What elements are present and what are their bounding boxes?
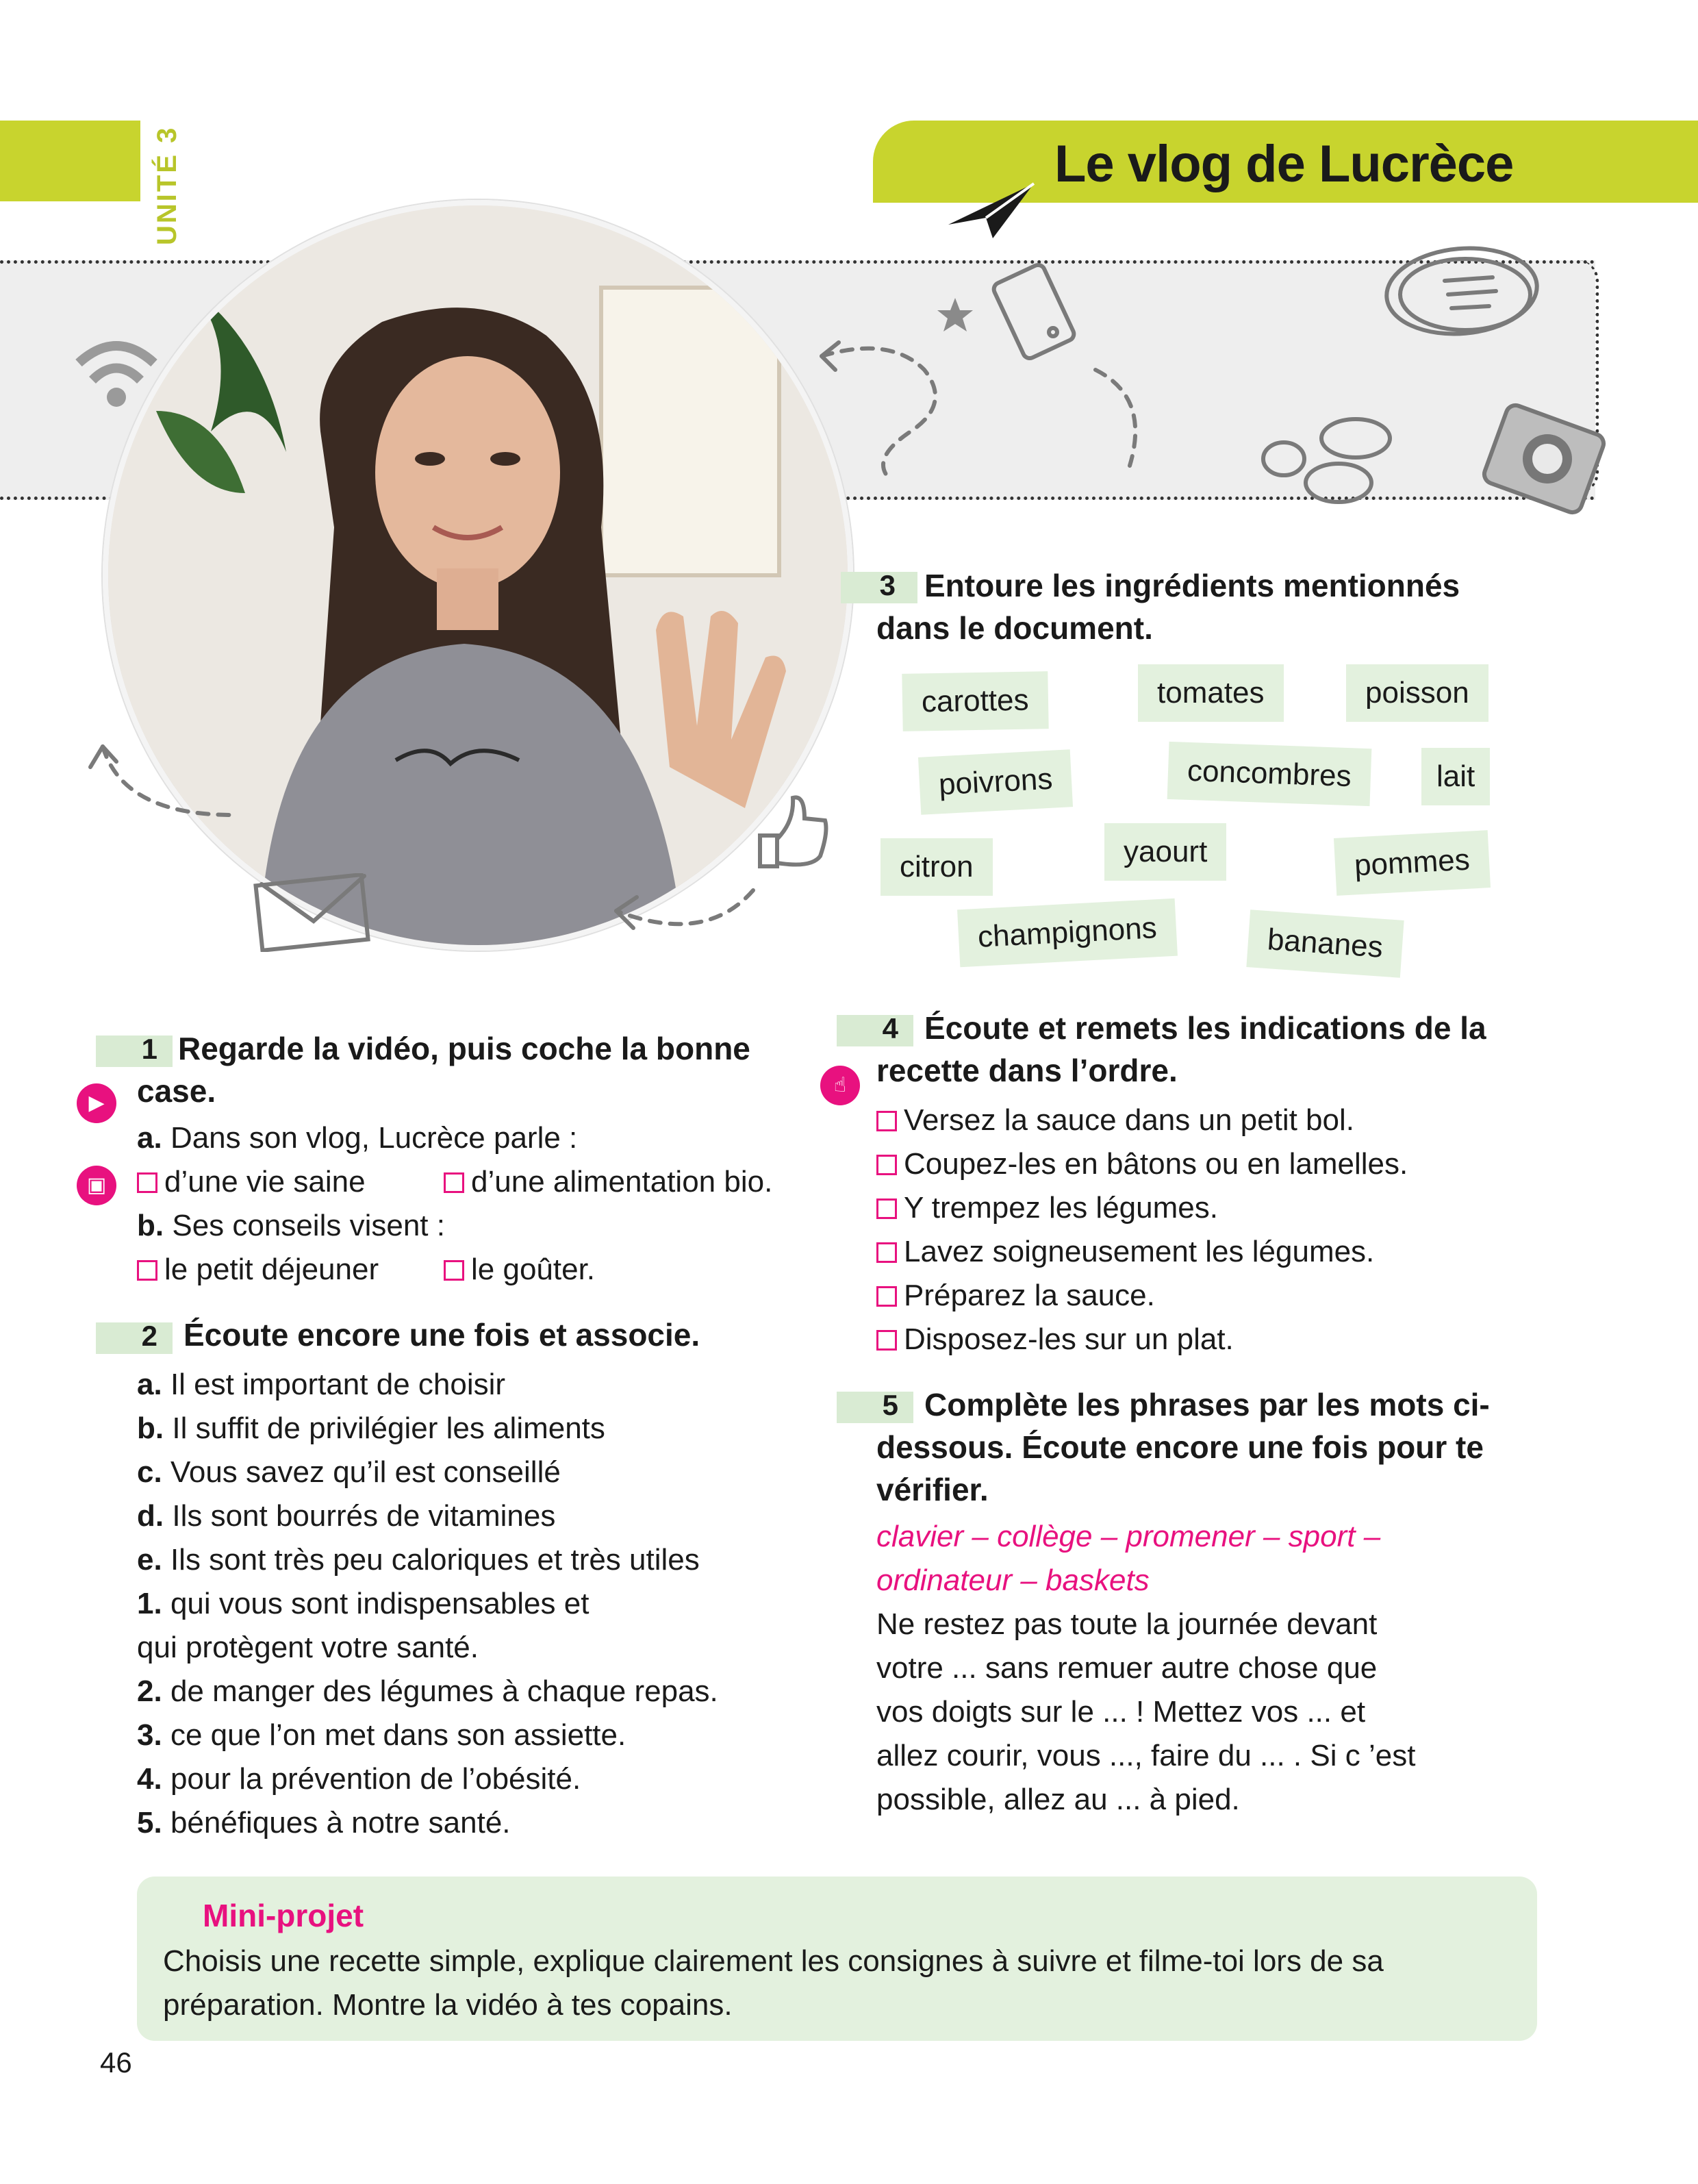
dashed-arrows-decoration — [808, 329, 1164, 486]
ex1-a-option-1-label: d’une vie saine — [164, 1165, 366, 1198]
item-text: ce que l’on met dans son assiette. — [170, 1718, 626, 1752]
item-label: a. — [137, 1368, 162, 1401]
unit-color-bar — [0, 121, 140, 201]
ex1-question-a — [137, 1116, 822, 1160]
checkbox[interactable] — [444, 1260, 464, 1281]
item-text: Préparez la sauce. — [904, 1279, 1155, 1312]
checkbox[interactable] — [876, 1330, 897, 1351]
ingredient-chip[interactable]: yaourt — [1104, 823, 1226, 881]
ex1-b-option-2-label: le goûter. — [471, 1253, 596, 1286]
ex2-heading: Écoute encore une fois et associe. — [183, 1317, 700, 1353]
ex5-heading: Complète les phrases par les mots ci-dessous. Écoute encore une fois pour te vérifier. — [876, 1387, 1490, 1507]
item-text: Disposez-les sur un plat. — [904, 1322, 1234, 1356]
envelope-icon — [253, 873, 373, 952]
paper-plane-icon — [945, 177, 1041, 245]
list-item — [137, 1801, 835, 1845]
ingredient-chip[interactable]: pommes — [1334, 830, 1491, 896]
list-item — [137, 1451, 835, 1494]
checkbox[interactable] — [876, 1198, 897, 1219]
item-label: e. — [137, 1543, 162, 1577]
page-title: Le vlog de Lucrèce — [1054, 135, 1514, 193]
ex1-content — [137, 1116, 822, 1292]
checkbox[interactable] — [876, 1111, 897, 1131]
chat-bubbles-icon — [1253, 411, 1404, 520]
ex1-question-b — [137, 1204, 822, 1248]
item-text: Versez la sauce dans un petit bol. — [904, 1103, 1354, 1137]
item-text: de manger des légumes à chaque repas. — [170, 1674, 718, 1708]
unit-label: UNITÉ 3 — [152, 125, 182, 246]
ingredient-chip[interactable]: champignons — [957, 899, 1178, 968]
list-item — [137, 1626, 835, 1670]
list-item — [137, 1407, 835, 1451]
item-text: Coupez-les en bâtons ou en lamelles. — [904, 1147, 1408, 1181]
list-item — [137, 1714, 835, 1757]
ex1-number: 1 — [141, 1033, 157, 1065]
checkbox[interactable] — [444, 1172, 464, 1193]
item-text: Y trempez les légumes. — [904, 1191, 1218, 1225]
item-text: qui vous sont indispensables et — [170, 1587, 590, 1620]
ex1-options-b — [137, 1248, 822, 1292]
ex1-a-option-1[interactable] — [137, 1160, 444, 1204]
ex5-number: 5 — [882, 1389, 898, 1421]
video-icon: ▶ — [77, 1083, 116, 1123]
checkbox[interactable] — [876, 1155, 897, 1175]
ex2-list — [137, 1363, 835, 1845]
ex1-b-label: b. — [137, 1209, 164, 1242]
ex3-number: 3 — [879, 569, 896, 601]
ex5-text-line: Ne restez pas toute la journée devant — [876, 1607, 1378, 1641]
item-label: b. — [137, 1411, 164, 1445]
item-label: 2. — [137, 1674, 162, 1708]
ingredient-chip[interactable]: poivrons — [918, 749, 1073, 815]
list-item — [137, 1494, 835, 1538]
mini-projet-text-line1: Choisis une recette simple, explique clairement les consignes à suivre et filme-toi lors de sa — [163, 1944, 1384, 1978]
list-item[interactable] — [876, 1274, 1561, 1318]
ex5-text-line: allez courir, vous ..., faire du ... . Si c ’est — [876, 1739, 1416, 1772]
speech-bubble-icon — [1376, 240, 1547, 356]
item-text: pour la prévention de l’obésité. — [170, 1762, 581, 1796]
ex5-text-line: possible, allez au ... à pied. — [876, 1783, 1240, 1816]
ex1-a-label: a. — [137, 1121, 162, 1155]
ingredient-chip[interactable]: lait — [1421, 748, 1490, 805]
list-item[interactable] — [876, 1318, 1561, 1361]
checkbox[interactable] — [876, 1286, 897, 1307]
list-item[interactable] — [876, 1230, 1561, 1274]
page-number: 46 — [100, 2046, 132, 2079]
list-item[interactable] — [876, 1099, 1561, 1142]
ex5-word-bank-line1: clavier – collège – promener – sport – — [876, 1520, 1381, 1553]
camera-icon — [1475, 390, 1612, 527]
item-label: d. — [137, 1499, 164, 1533]
ex5-text-line: votre ... sans remuer autre chose que — [876, 1651, 1378, 1685]
ex1-a-option-2[interactable] — [444, 1165, 772, 1198]
ex1-b-option-1[interactable] — [137, 1248, 444, 1292]
dashed-arrow-left — [82, 726, 240, 836]
ex5-text-line: vos doigts sur le ... ! Mettez vos ... et — [876, 1695, 1366, 1729]
list-item — [137, 1363, 835, 1407]
item-text: Ils sont bourrés de vitamines — [172, 1499, 556, 1533]
item-label: 1. — [137, 1587, 162, 1620]
ingredient-chip[interactable]: tomates — [1138, 664, 1284, 722]
ex5-content — [876, 1515, 1561, 1822]
ex5-word-bank-line2: ordinateur – baskets — [876, 1564, 1150, 1597]
ex4-heading: Écoute et remets les indications de la recette dans l’ordre. — [876, 1010, 1486, 1088]
ex1-b-text: Ses conseils visent : — [172, 1209, 445, 1242]
list-item[interactable] — [876, 1186, 1561, 1230]
mini-projet-text-line2: préparation. Montre la vidéo à tes copains. — [163, 1988, 733, 2022]
ex2-number: 2 — [141, 1320, 157, 1352]
ingredient-chip[interactable]: citron — [880, 838, 993, 896]
ingredient-chip[interactable]: concombres — [1167, 742, 1371, 806]
item-label: c. — [137, 1455, 162, 1489]
ex1-a-option-2-label: d’une alimentation bio. — [471, 1165, 773, 1198]
image-icon: ▣ — [77, 1166, 116, 1205]
checkbox[interactable] — [137, 1260, 157, 1281]
item-text: Ils sont très peu caloriques et très utiles — [170, 1543, 700, 1577]
ingredient-chip[interactable]: carottes — [902, 671, 1048, 731]
ex1-options-a — [137, 1160, 822, 1204]
list-item — [137, 1757, 835, 1801]
ex1-b-option-1-label: le petit déjeuner — [164, 1253, 379, 1286]
dashed-arrow-bottom — [603, 870, 760, 945]
ex3-heading: Entoure les ingrédients mentionnés dans le document. — [876, 568, 1460, 646]
item-text: Il suffit de privilégier les aliments — [172, 1411, 605, 1445]
item-text: Lavez soigneusement les légumes. — [904, 1235, 1375, 1268]
ex1-b-option-2[interactable] — [444, 1253, 595, 1286]
item-label: 4. — [137, 1762, 162, 1796]
checkbox[interactable] — [876, 1242, 897, 1263]
item-label: 5. — [137, 1806, 162, 1840]
hand-pointer-icon: ☝ — [820, 1066, 860, 1105]
thumbs-up-icon — [739, 781, 835, 877]
item-text: qui protègent votre santé. — [137, 1631, 479, 1664]
checkbox[interactable] — [137, 1172, 157, 1193]
ex4-list — [876, 1099, 1561, 1361]
item-text: Il est important de choisir — [170, 1368, 506, 1401]
list-item — [137, 1582, 835, 1626]
list-item — [137, 1538, 835, 1582]
item-label: 3. — [137, 1718, 162, 1752]
ingredient-chip[interactable]: poisson — [1346, 664, 1488, 722]
mini-projet-title: Mini-projet — [203, 1898, 364, 1933]
list-item — [137, 1670, 835, 1714]
ex1-a-text: Dans son vlog, Lucrèce parle : — [170, 1121, 578, 1155]
ex4-number: 4 — [882, 1012, 898, 1044]
list-item[interactable] — [876, 1142, 1561, 1186]
item-text: Vous savez qu’il est conseillé — [170, 1455, 561, 1489]
ingredient-chip[interactable]: bananes — [1246, 909, 1404, 977]
item-text: bénéfiques à notre santé. — [170, 1806, 511, 1840]
ex1-heading: Regarde la vidéo, puis coche la bonne case. — [137, 1031, 750, 1109]
